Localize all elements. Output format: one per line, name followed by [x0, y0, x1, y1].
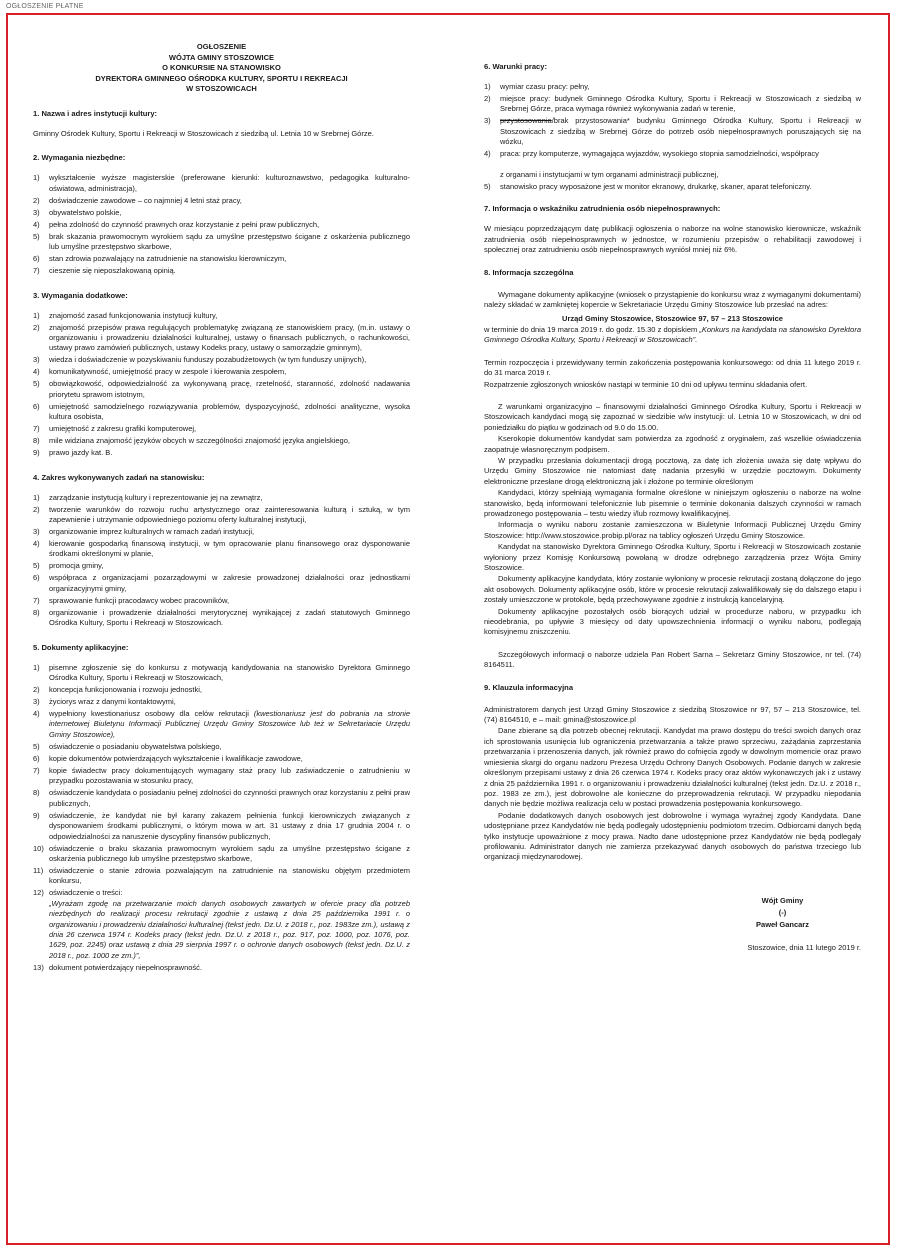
competition-period: Termin rozpoczęcia i przewidywany termin zakończenia postępowania konkursowego: od dnia 11 lutego 2019 r. do 31 marca 2019 r.: [484, 357, 861, 378]
list-item: 12) oświadczenie o treści: „Wyrażam zgodę na przetwarzanie moich danych osobowych zawartych w ofercie pracy dla potrzeb niezbędnych do realizacji procesu rekrutacji zgodnie z ustawą z dnia 25 października 1991 r. o organizowaniu i prowadzeniu działalności kulturalnej (tekst jedn. Dz.U. z 2018 r., poz. 1983ze zm.), ustawą z dnia 26 czerwca 1974 r. Kodeks pracy (tekst jedn. Dz.U. z 2018 r., poz. 917, poz. 1000, poz. 1076, poz. 1629, poz. 2245) oraz ustawą z dnia 29 sierpnia 1997 r. o ochronie danych osobowych (tekst jedn. Dz.U. z 2018 r., poz. 1000 ze zm.)”,: [33, 888, 410, 960]
organizational-conditions: Z warunkami organizacyjno – finansowymi działalności Gminnego Ośrodka Kultury, Sportu i Rekreacji w Stoszowicach kandydaci mogą się zapoznać w siedzibie w/w instytucji: ul. Letnia 10 w Stoszowicach, w dni od poniedziałku do piątku w godzinach od 9.0 do 15.00.: [484, 401, 861, 432]
review-period: Rozpatrzenie zgłoszonych wniosków nastąpi w terminie 10 dni od upływu terminu składania ofert.: [484, 379, 808, 389]
section-3-heading: 3. Wymagania dodatkowe:: [33, 290, 128, 300]
list-item: 4) wypełniony kwestionariusz osobowy dla celów rekrutacji (kwestionariusz jest do pobrania na stronie internetowej Biuletynu Informacji Publicznej Urzędu Gminy Stoszowice lub też w Sekretariacie Urzędu Gminy Stoszowice),: [33, 709, 410, 739]
struck-text: przystosowania: [500, 116, 552, 126]
list-item: 6) współpraca z organizacjami pozarządowymi w zakresie prowadzonej działalności oraz jednostkami organizacyjnymi gminy,: [33, 573, 410, 593]
list-item: 7) sprawowanie funkcji pracodawcy wobec pracowników,: [33, 595, 230, 605]
list-item: 8) mile widziana znajomość języków obcych w szczególności znajomość języka angielskiego,: [33, 436, 350, 446]
section-9-heading: 9. Klauzula informacyjna: [484, 682, 574, 692]
list-item: 5) obowiązkowość, odpowiedzialność za wykonywaną pracę, rzetelność, staranność, zdolność nadawania priorytetu sprawom istotnym,: [33, 379, 410, 399]
section-7-heading: 7. Informacja o wskaźniku zatrudnienia osób niepełnosprawnych:: [484, 204, 721, 214]
list-item: 2) znajomość przepisów prawa regulujących problematykę związaną ze stanowiskiem pracy, (m.in. ustawy o organizowaniu i prowadzeniu działalności kulturalnej, ustawy o finansach publicznych, o rachunkowości, ustawy prawo zamówień publicznych, ustawy Kodeks pracy, ustawy o samorządzie gminnym),: [33, 322, 410, 353]
list-item: 13) dokument potwierdzający niepełnosprawność.: [33, 962, 203, 972]
list-item: 3) obywatelstwo polskie,: [33, 207, 122, 217]
list-item: 7) umiejętność z zakresu grafiki komputerowej,: [33, 424, 197, 434]
list-item: 3) organizowanie imprez kulturalnych w ramach zadań instytucji,: [33, 527, 255, 537]
list-item: 8) oświadczenie kandydata o posiadaniu pełnej zdolności do czynności prawnych oraz korzystaniu z pełni praw publicznych,: [33, 788, 410, 808]
list-item: 4) kierowanie gospodarką finansową instytucji, w tym opracowanie planu finansowego oraz dysponowanie środkami określonymi w planie,: [33, 539, 410, 559]
left-column: [33, 42, 410, 981]
list-item: 2) koncepcja funkcjonowania i rozwoju jednostki,: [33, 685, 203, 695]
list-item: 6) stan zdrowia pozwalający na zatrudnienie na stanowisku kierowniczym,: [33, 254, 287, 264]
data-controller: Administratorem danych jest Urząd Gminy Stoszowice z siedzibą Stoszowice nr 97, 57 – 213 Stoszowice, tel. (74) 8164510, e – mail: gmina@stoszowice.pl: [484, 704, 861, 725]
list-item: 7) kopie świadectw pracy dokumentujących wymagany staż pracy lub zaświadczenie o zatrudnieniu w przypadku pozostawania w stosunku pracy,: [33, 765, 410, 786]
list-item: 5) brak skazania prawomocnym wyrokiem sądu za umyślne przestępstwo ścigane z oskarżenia publicznego lub umyślne przestępstwo skarbowe,: [33, 231, 410, 252]
announcement-title: [33, 42, 410, 95]
signature-block: [704, 895, 861, 931]
submission-address: Urząd Gminy Stoszowice, Stoszowice 97, 57 – 213 Stoszowice: [562, 314, 783, 324]
submission-deadline: w terminie do dnia 19 marca 2019 r. do godz. 15.30 z dopiskiem „Konkurs na kandydata na stanowisko Dyrektora Gminnego Ośrodka Kultury, Sportu i Rekreacji w Stoszowicach”.: [484, 324, 861, 345]
signature-name: Paweł Gancarz: [756, 919, 809, 929]
list-item: 2) doświadczenie zawodowe – co najmniej 4 letni staż pracy,: [33, 195, 242, 205]
institution-name-address: Gminny Ośrodek Kultury, Sportu i Rekreacji w Stoszowicach z siedzibą ul. Letnia 10 w Srebrnej Górze.: [33, 128, 374, 138]
additional-qualifications-list: [33, 311, 410, 459]
list-item: 11) oświadczenie o stanie zdrowia pozwalającym na zatrudnienie na stanowisku objętym przedmiotem konkursu,: [33, 865, 410, 886]
contact-information: Szczegółowych informacji o naborze udziela Pan Robert Sarna – Sekretarz Gminy Stoszowice, nr tel. (74) 8164511.: [484, 649, 861, 670]
data-processing-rights: Dane zbierane są dla potrzeb obecnej rekrutacji. Kandydat ma prawo dostępu do treści swoich danych oraz ich sprostowania usunięcia lub ograniczenia przetwarzania a także prawo sprzeciwu, zażądania zaprzestania przetwarzania i przenoszenia danych, jak również prawo do cofnięcia zgody w dowolnym momencie oraz prawo wniesienia skargi do organu nadzoru Prezesa Urzędu Ochrony Danych Osobowych. Podanie danych w zakresie określonym przepisami ustawy z dnia 26 czerwca 1974 r. Kodeks pracy oraz aktów wykonawczych jak i z ustawy z dnia 25 października 1991 r. o organizowaniu i prowadzeniu działalności kulturalnej (tekst jedn. Dz.U. z 2018 r., poz. 1983 ze zm.), jest dobrowolne ale konieczne do przeprowadzenia rekrutacji. W przypadku niepodania danych nie będzie możliwa realizacja celu w postaci prowadzenia postępowania konkursowego.: [484, 726, 861, 809]
list-item: 9) oświadczenie, że kandydat nie był karany zakazem pełnienia funkcji kierowniczych związanych z dysponowaniem środkami publicznymi, o którym mowa w art. 31 ustawy z dnia 17 grudnia 2004 r. o odpowiedzialności za naruszenie dyscypliny finansów publicznych,: [33, 810, 410, 841]
list-item: 4) komunikatywność, umiejętność pracy w zespole i kierowania zespołem,: [33, 367, 287, 377]
list-item: 3) wiedza i doświadczenie w pozyskiwaniu funduszy pozabudżetowych (w tym funduszy unijnych),: [33, 355, 367, 365]
list-item: 6) kopie dokumentów potwierdzających wykształcenie i kwalifikacje zawodowe,: [33, 753, 303, 763]
paid-announcement-label: OGŁOSZENIE PŁATNE: [6, 3, 84, 10]
consent-statement: „Wyrażam zgodę na przetwarzanie moich danych osobowych zawartych w ofercie pracy dla potrzeb niezbędnych do realizacji procesu rekrutacji zgodnie z ustawą z dnia 25 października 1991 r. o organizowaniu i prowadzeniu działalności kulturalnej (tekst jedn. Dz.U. z 2018 r., poz. 1983ze zm.), ustawą z dnia 26 czerwca 1974 r. Kodeks pracy (tekst jedn. Dz.U. z 2018 r., poz. 917, poz. 1000, poz. 1076, poz. 1629, poz. 2245) oraz ustawą z dnia 29 sierpnia 1997 r. o ochronie danych osobowych (tekst jedn. Dz.U. z 2018 r., poz. 1000 ze zm.)”,: [49, 898, 410, 960]
questionnaire-note: (kwestionariusz jest do pobrania na stronie internetowej Biuletynu Informacji Publicznej Urzędu Gminy Stoszowice lub też w Sekretariacie Urzędu Gminy Stoszowice),: [49, 709, 410, 739]
title-line: DYREKTORA GMINNEGO OŚRODKA KULTURY, SPORTU I REKREACJI: [95, 73, 348, 83]
result-publication: Informacja o wyniku naboru zostanie zamieszczona w Biuletynie Informacji Publicznej Urzędu Gminy Stoszowice: http://www.stoszowice.probip.pl/oraz na tablicy ogłoszeń Urzędu Gminy Stoszowice.: [484, 520, 861, 540]
list-item: 1) wymiar czasu pracy: pełny,: [484, 82, 590, 91]
list-item: 1) znajomość zasad funkcjonowania instytucji kultury,: [33, 310, 218, 320]
list-item: 1) wykształcenie wyższe magisterskie (preferowane kierunki: kulturoznawstwo, pedagogika kulturalno-oświatowa, administracja),: [33, 173, 410, 193]
list-item: 4) praca: przy komputerze, wymagająca wyjazdów, wysokiego stopnia samodzielności, współpracy z organami i instytucjami w tym organami administracji publicznej,: [484, 149, 819, 180]
submission-instructions: Wymagane dokumenty aplikacyjne (wniosek o przystąpienie do konkursu wraz z wymaganymi dokumentami) należy składać w zamkniętej kopercie w Sekretariacie Urzędu Gminy Stoszowice lub przesłać na adres:: [484, 289, 861, 310]
postal-submission: W przypadku przesłania dokumentacji drogą pocztową, za datę ich złożenia uważa się datę wpływu do Urzędu Gminy Stoszowice nie natomiast datę nadania przesyłki w urzędzie pocztowym. Dokumenty elektroniczne przesłane drogą elektroniczną jak i złożone po terminie określonym: [484, 455, 861, 486]
title-line: OGŁOSZENIE: [196, 42, 247, 51]
documents-destruction: Dokumenty aplikacyjne pozostałych osób biorących udział w procedurze naboru, w przypadku ich nieodebrania, po upływie 3 miesięcy od daty upowszechnienia informacji o wyniku naboru, podlegają komisyjnemu zniszczeniu.: [484, 606, 861, 637]
signature-mark: (-): [778, 907, 787, 917]
list-item: 1) pisemne zgłoszenie się do konkursu z motywacją kandydowania na stanowisko Dyrektora Gminnego Ośrodka Kultury, Sportu i Rekreacji w Stoszowicach,: [33, 662, 410, 683]
duties-list: [33, 493, 410, 629]
list-item: 1) zarządzanie instytucją kultury i reprezentowanie jej na zewnątrz,: [33, 492, 263, 502]
envelope-note: „Konkurs na kandydata na stanowisko Dyrektora Gminnego Ośrodka Kultury, Sportu i Rekreacji w Stoszowicach”.: [484, 324, 861, 345]
list-item: 5) oświadczenie o posiadaniu obywatelstwa polskiego,: [33, 741, 222, 751]
selection-committee: Kandydat na stanowisko Dyrektora Gminnego Ośrodka Kultury, Sportu i Rekreacji w Stoszowicach zostanie wyłoniony przez Komisję Konkursową powołaną w drodze odrębnego zarządzenia przez Wójta Gminy Stoszowice.: [484, 542, 861, 572]
work-conditions-list: [484, 82, 861, 192]
title-line: W STOSZOWICACH: [186, 84, 257, 94]
section-5-heading: 5. Dokumenty aplikacyjne:: [33, 642, 129, 652]
list-item: 3) życiorys wraz z danymi kontaktowymi,: [33, 697, 176, 707]
candidate-notification: Kandydaci, którzy spełniają wymagania formalne określone w niniejszym ogłoszeniu o naborze na wolne stanowisko, będą informowani telefonicznie lub pisemnie o terminie dokonania dalszych czynności w ramach prowadzonego postępowania – testu wiedzy i/lub rozmowy kwalifikacyjnej.: [484, 488, 861, 518]
list-item: 3) przystosowania/brak przystosowania* budynku Gminnego Ośrodka Kultury, Sportu i Rekreacji w Stoszowicach z siedzibą w Srebrnej Górze do potrzeb osób niepełnosprawnych poruszających się na wózku,: [484, 116, 861, 147]
section-4-heading: 4. Zakres wykonywanych zadań na stanowisku:: [33, 472, 205, 482]
list-item: 5) stanowisko pracy wyposażone jest w monitor ekranowy, drukarkę, skaner, aparat telefoniczny.: [484, 182, 812, 192]
list-item: 2) miejsce pracy: budynek Gminnego Ośrodka Kultury, Sportu i Rekreacji w Stoszowicach z siedzibą w Srebrnej Górze, praca wymaga również wykonywania zadań w terenie,: [484, 94, 861, 114]
title-line: WÓJTA GMINY STOSZOWICE: [168, 52, 275, 62]
list-item: 9) prawo jazdy kat. B.: [33, 448, 113, 458]
copies-certification: Kserokopie dokumentów kandydat sam potwierdza za zgodność z oryginałem, zaś wszelkie oświadczenia zaopatruje własnoręcznym podpisem.: [484, 434, 861, 454]
list-item: 5) promocja gminy,: [33, 561, 104, 571]
title-line: O KONKURSIE NA STANOWISKO: [162, 63, 281, 73]
list-item: 6) umiejętność samodzielnego rozwiązywania problemów, dyspozycyjność, zdolności analityczne, wysoka kultura osobista,: [33, 401, 410, 422]
additional-data-consent: Podanie dodatkowych danych osobowych jest dobrowolne i wymaga wyraźnej zgody Kandydata. Dane udostępniane przez Kandydatów nie będą podlegały udostępnieniu podmiotom trzecim. Odbiorcami danych będą tylko instytucje upoważnione z mocy prawa. Nadto dane udostępnione przez Kandydatów nie będą podlegały profilowaniu. Administrator danych nie zamierza przekazywać danych osobowych do państwa trzeciego lub organizacji międzynarodowej.: [484, 810, 861, 862]
section-6-heading: 6. Warunki pracy:: [484, 62, 548, 71]
section-1-heading: 1. Nazwa i adres instytucji kultury:: [33, 108, 158, 118]
required-qualifications-list: [33, 173, 410, 276]
document-date: Stoszowice, dnia 11 lutego 2019 r.: [747, 942, 861, 952]
list-item: 7) cieszenie się nieposzlakowaną opinią.: [33, 266, 176, 276]
section-2-heading: 2. Wymagania niezbędne:: [33, 153, 126, 163]
list-item: 4) pełna zdolność do czynność prawnych oraz korzystanie z pełni praw publicznych,: [33, 219, 320, 229]
list-item: 2) tworzenie warunków do rozwoju ruchu artystycznego oraz zainteresowania kulturą i sztuką, w tym zapewnienie i utrzymanie odpowiedniego poziomu oferty kulturalnej instytucji,: [33, 504, 410, 525]
application-documents-list: [33, 663, 410, 974]
documents-retention: Dokumenty aplikacyjne kandydata, który zostanie wyłoniony w procesie rekrutacji zostaną dołączone do jego akt osobowych. Dokumenty aplikacyjne osób, które w procesie rekrutacji zakwalifikowały się do dalszego etapu i zostały umieszczone w protokole, będą przechowywane zgodnie z instrukcją kancelaryjną.: [484, 574, 861, 605]
list-item: 8) organizowanie i prowadzenie działalności merytorycznej wynikającej z zadań statutowych Gminnego Ośrodka Kultury, Sportu i Rekreacji w Stoszowicach.: [33, 607, 410, 628]
list-item: 10) oświadczenie o braku skazania prawomocnym wyrokiem sądu za umyślne przestępstwo ścigane z oskarżenia publicznego lub umyślne przestępstwo skarbowe,: [33, 843, 410, 863]
section-8-heading: 8. Informacja szczególna: [484, 267, 574, 277]
signature-title: Wójt Gminy: [761, 895, 804, 905]
disability-employment-ratio: W miesiącu poprzedzającym datę publikacji ogłoszenia o naborze na wolne stanowisko kierownicze, wskaźnik zatrudnienia osób niepełnosprawnych w jednostce, w rozumieniu przepisów o rehabilitacji zawodowej i społecznej oraz zatrudnieniu osób niepełnosprawnych wyniósł mniej niż 6%.: [484, 224, 861, 255]
right-column: [484, 62, 861, 953]
